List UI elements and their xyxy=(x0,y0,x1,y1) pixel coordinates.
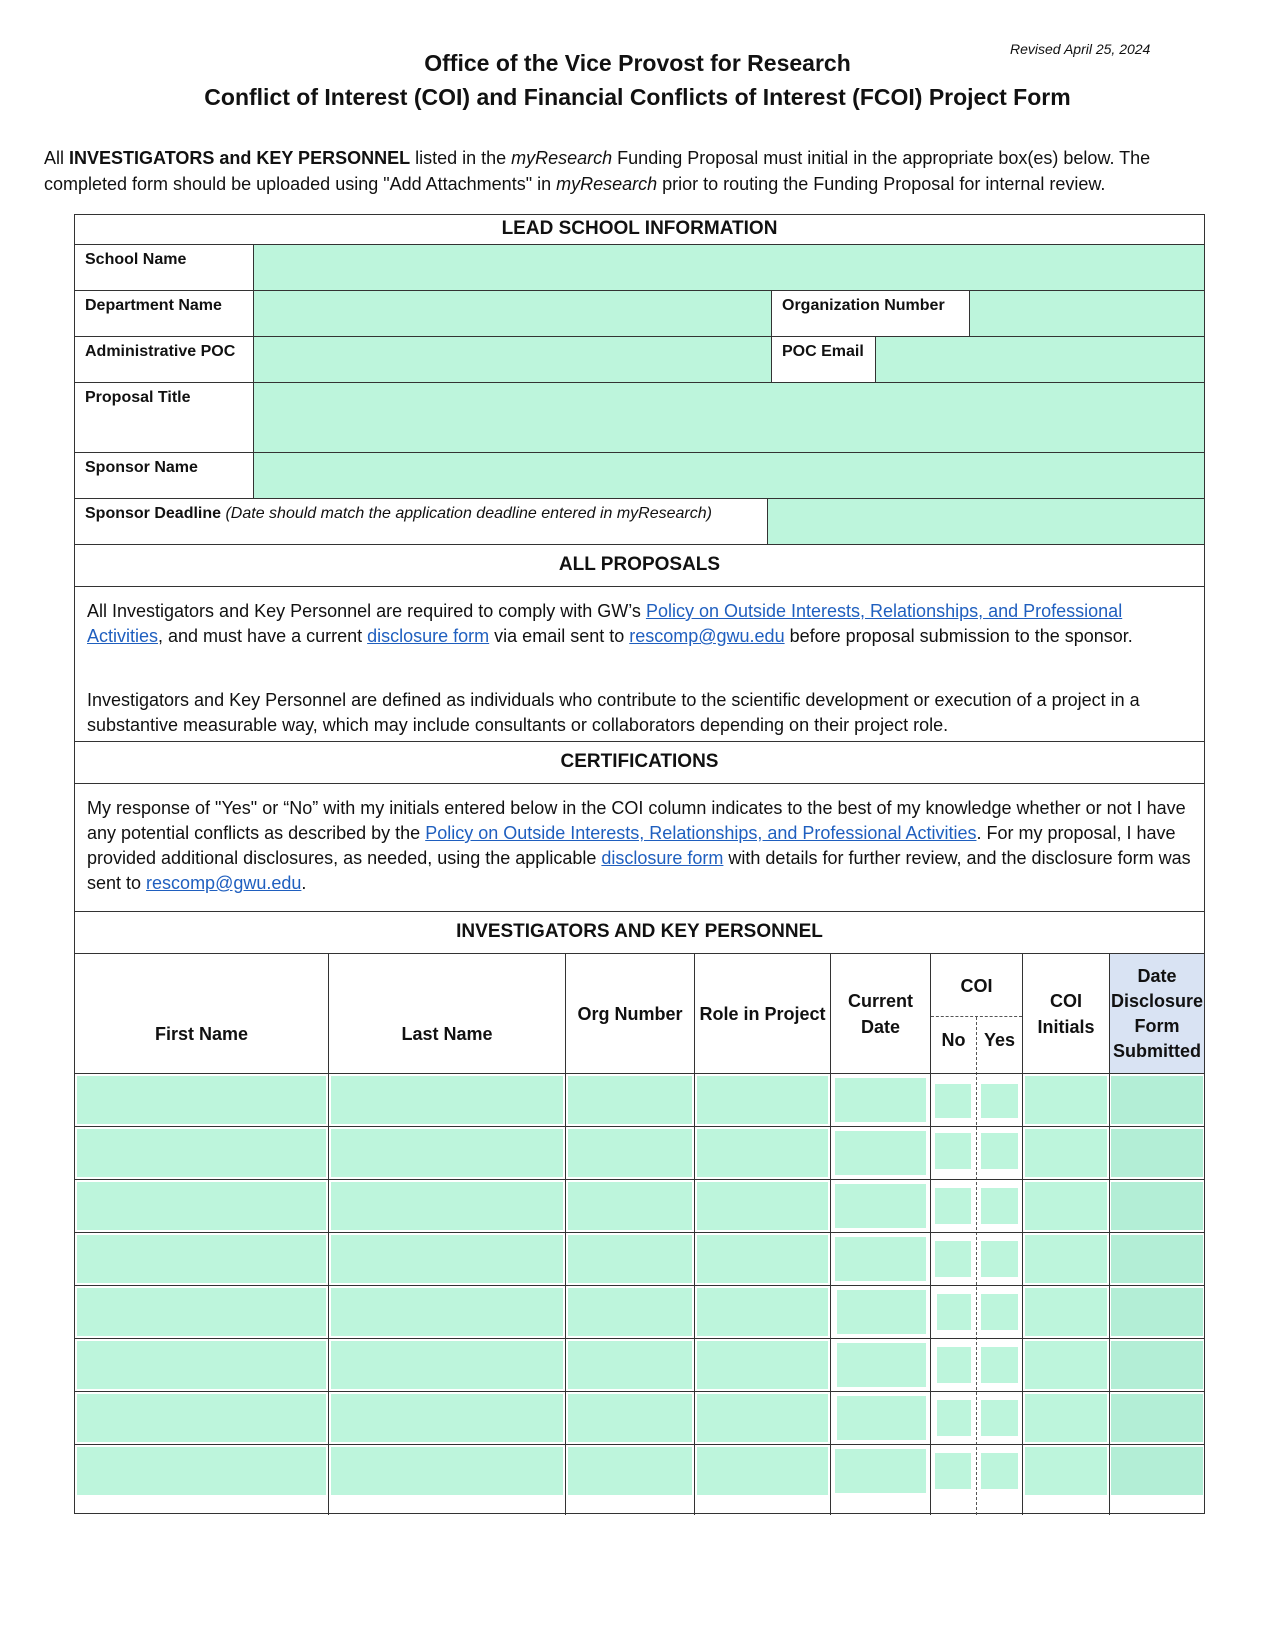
school-name-label: School Name xyxy=(75,244,253,290)
org-number-field[interactable] xyxy=(568,1076,692,1124)
org-number-field[interactable] xyxy=(568,1235,692,1283)
last-name-field[interactable] xyxy=(331,1129,563,1177)
last-name-field[interactable] xyxy=(331,1447,563,1495)
coi-yes-field[interactable] xyxy=(981,1400,1018,1436)
role-field[interactable] xyxy=(697,1235,828,1283)
last-name-field[interactable] xyxy=(331,1076,563,1124)
coi-initials-field[interactable] xyxy=(1025,1341,1107,1389)
certifications-heading: CERTIFICATIONS xyxy=(75,741,1204,783)
current-date-field[interactable] xyxy=(835,1131,926,1175)
coi-initials-field[interactable] xyxy=(1025,1288,1107,1336)
table-row xyxy=(75,1233,1204,1285)
coi-no-field[interactable] xyxy=(935,1084,971,1118)
coi-no-field[interactable] xyxy=(935,1133,971,1169)
coi-no-field[interactable] xyxy=(937,1400,971,1436)
last-name-field[interactable] xyxy=(331,1235,563,1283)
disclosure-form-link-2[interactable]: disclosure form xyxy=(601,848,724,868)
col-header-coi-yes: Yes xyxy=(983,1030,1016,1050)
current-date-field[interactable] xyxy=(837,1343,926,1387)
role-field[interactable] xyxy=(697,1129,828,1177)
personnel-heading: INVESTIGATORS AND KEY PERSONNEL xyxy=(75,911,1204,953)
department-name-field[interactable] xyxy=(253,290,771,336)
policy-link[interactable]: Policy on Outside Interests, Relationships, and Professional Activities xyxy=(87,601,1123,646)
first-name-field[interactable] xyxy=(77,1341,326,1389)
coi-no-field[interactable] xyxy=(935,1241,971,1277)
col-header-coi-no: No xyxy=(941,1030,966,1050)
col-header-first-name: First Name xyxy=(154,1024,249,1044)
role-field[interactable] xyxy=(697,1341,828,1389)
coi-initials-field[interactable] xyxy=(1025,1447,1107,1495)
org-number-field[interactable] xyxy=(568,1129,692,1177)
administrative-poc-label: Administrative POC xyxy=(75,336,253,382)
all-proposals-paragraph-2: Investigators and Key Personnel are defined as individuals who contribute to the scientific development or execution of a project in a substantive measurable way, which may include consultants or collaborators depending on their project role. xyxy=(87,690,1140,735)
current-date-field[interactable] xyxy=(837,1396,926,1440)
table-row xyxy=(75,1074,1204,1126)
coi-initials-field[interactable] xyxy=(1025,1182,1107,1230)
last-name-field[interactable] xyxy=(331,1288,563,1336)
current-date-field[interactable] xyxy=(837,1290,926,1334)
org-number-field[interactable] xyxy=(568,1182,692,1230)
sponsor-name-label: Sponsor Name xyxy=(75,452,253,498)
col-header-last-name: Last Name xyxy=(401,1024,493,1044)
org-number-field[interactable] xyxy=(568,1341,692,1389)
coi-yes-field[interactable] xyxy=(981,1347,1018,1383)
coi-no-field[interactable] xyxy=(935,1188,971,1224)
date-disclosure-field[interactable] xyxy=(1111,1447,1203,1495)
proposal-title-field[interactable] xyxy=(253,382,1204,452)
date-disclosure-field[interactable] xyxy=(1111,1235,1203,1283)
role-field[interactable] xyxy=(697,1076,828,1124)
coi-yes-field[interactable] xyxy=(981,1084,1018,1118)
coi-no-field[interactable] xyxy=(937,1294,971,1330)
table-row xyxy=(75,1286,1204,1338)
org-number-field[interactable] xyxy=(568,1288,692,1336)
table-row xyxy=(75,1445,1204,1497)
coi-initials-field[interactable] xyxy=(1025,1129,1107,1177)
date-disclosure-field[interactable] xyxy=(1111,1129,1203,1177)
last-name-field[interactable] xyxy=(331,1394,563,1442)
proposal-title-label: Proposal Title xyxy=(75,382,253,452)
sponsor-deadline-label: Sponsor Deadline (Date should match the application deadline entered in myResearch) xyxy=(75,498,767,544)
first-name-field[interactable] xyxy=(77,1235,326,1283)
date-disclosure-field[interactable] xyxy=(1111,1394,1203,1442)
role-field[interactable] xyxy=(697,1182,828,1230)
intro-paragraph: All INVESTIGATORS and KEY PERSONNEL listed in the myResearch Funding Proposal must initial in the appropriate box(es) below. The completed form should be uploaded using "Add Attachments" in myResearch prior to routing the Funding Proposal for internal review. xyxy=(44,148,1151,194)
coi-initials-field[interactable] xyxy=(1025,1076,1107,1124)
coi-yes-field[interactable] xyxy=(981,1294,1018,1330)
org-number-field[interactable] xyxy=(568,1447,692,1495)
current-date-field[interactable] xyxy=(835,1078,926,1122)
coi-yes-field[interactable] xyxy=(981,1241,1018,1277)
current-date-field[interactable] xyxy=(835,1449,926,1493)
coi-yes-field[interactable] xyxy=(981,1453,1018,1489)
certifications-body xyxy=(75,783,1204,911)
divider xyxy=(931,1016,1022,1017)
coi-initials-field[interactable] xyxy=(1025,1235,1107,1283)
org-number-field[interactable] xyxy=(568,1394,692,1442)
policy-link-2[interactable]: Policy on Outside Interests, Relationships, and Professional Activities xyxy=(425,823,977,843)
table-row xyxy=(75,1127,1204,1179)
first-name-field[interactable] xyxy=(77,1182,326,1230)
administrative-poc-field[interactable] xyxy=(253,336,771,382)
coi-no-field[interactable] xyxy=(935,1453,971,1489)
poc-email-field[interactable] xyxy=(875,336,1204,382)
organization-number-label: Organization Number xyxy=(771,290,969,336)
revised-date: Revised April 25, 2024 xyxy=(1010,41,1151,57)
coi-no-field[interactable] xyxy=(937,1347,971,1383)
department-name-label: Department Name xyxy=(75,290,253,336)
form-frame xyxy=(74,214,1205,1514)
last-name-field[interactable] xyxy=(331,1182,563,1230)
col-header-coi: COI xyxy=(960,976,993,996)
sponsor-deadline-field[interactable] xyxy=(767,498,1204,544)
role-field[interactable] xyxy=(697,1288,828,1336)
all-proposals-body xyxy=(75,586,1204,741)
first-name-field[interactable] xyxy=(77,1288,326,1336)
date-disclosure-field[interactable] xyxy=(1111,1341,1203,1389)
personnel-table xyxy=(75,953,1204,1514)
coi-yes-field[interactable] xyxy=(981,1188,1018,1224)
coi-initials-field[interactable] xyxy=(1025,1394,1107,1442)
date-disclosure-field[interactable] xyxy=(1111,1076,1203,1124)
col-header-role: Role in Project xyxy=(699,1004,826,1024)
school-name-field[interactable] xyxy=(253,244,1204,290)
rescomp-email-link[interactable]: rescomp@gwu.edu xyxy=(629,626,785,646)
first-name-field[interactable] xyxy=(77,1394,326,1442)
all-proposals-heading: ALL PROPOSALS xyxy=(75,544,1204,586)
table-row xyxy=(75,1392,1204,1444)
certifications-paragraph: My response of "Yes" or “No” with my initials entered below in the COI column indicates to the best of my knowledge whether or not I have any potential conflicts as described by the Policy on Outside Interests, Relationships, and Professional Activities. For my proposal, I have provided additional disclosures, as needed, using the applicable disclosure form with details for further review, and the disclosure form was sent to rescomp@gwu.edu. xyxy=(87,798,1191,893)
last-name-field[interactable] xyxy=(331,1341,563,1389)
col-header-date-disclosure: Date Disclosure Form Submitted xyxy=(1110,954,1204,1073)
organization-number-field[interactable] xyxy=(969,290,1204,336)
poc-email-label: POC Email xyxy=(771,336,875,382)
date-disclosure-field[interactable] xyxy=(1111,1182,1203,1230)
page-title-line1: Office of the Vice Provost for Research xyxy=(424,50,851,76)
rescomp-email-link-2[interactable]: rescomp@gwu.edu xyxy=(146,873,302,893)
role-field[interactable] xyxy=(697,1447,828,1495)
disclosure-form-link[interactable]: disclosure form xyxy=(367,626,490,646)
col-header-org-number: Org Number xyxy=(577,1004,683,1024)
first-name-field[interactable] xyxy=(77,1129,326,1177)
col-header-coi-initials: COI Initials xyxy=(1037,991,1095,1037)
current-date-field[interactable] xyxy=(835,1237,926,1281)
role-field[interactable] xyxy=(697,1394,828,1442)
table-row xyxy=(75,1339,1204,1391)
page-title-line2: Conflict of Interest (COI) and Financial Conflicts of Interest (FCOI) Project Form xyxy=(204,84,1071,110)
table-row xyxy=(75,1180,1204,1232)
col-header-current-date: Current Date xyxy=(847,991,913,1037)
lead-school-heading: LEAD SCHOOL INFORMATION xyxy=(501,218,778,239)
current-date-field[interactable] xyxy=(835,1184,926,1228)
sponsor-name-field[interactable] xyxy=(253,452,1204,498)
first-name-field[interactable] xyxy=(77,1447,326,1495)
all-proposals-paragraph-1: All Investigators and Key Personnel are required to comply with GW’s Policy on Outside Interests, Relationships, and Professional Activities, and must have a current disclosure form via email sent to rescomp@gwu.edu before proposal submission to the sponsor. xyxy=(87,601,1133,646)
date-disclosure-field[interactable] xyxy=(1111,1288,1203,1336)
coi-yes-field[interactable] xyxy=(981,1133,1018,1169)
first-name-field[interactable] xyxy=(77,1076,326,1124)
